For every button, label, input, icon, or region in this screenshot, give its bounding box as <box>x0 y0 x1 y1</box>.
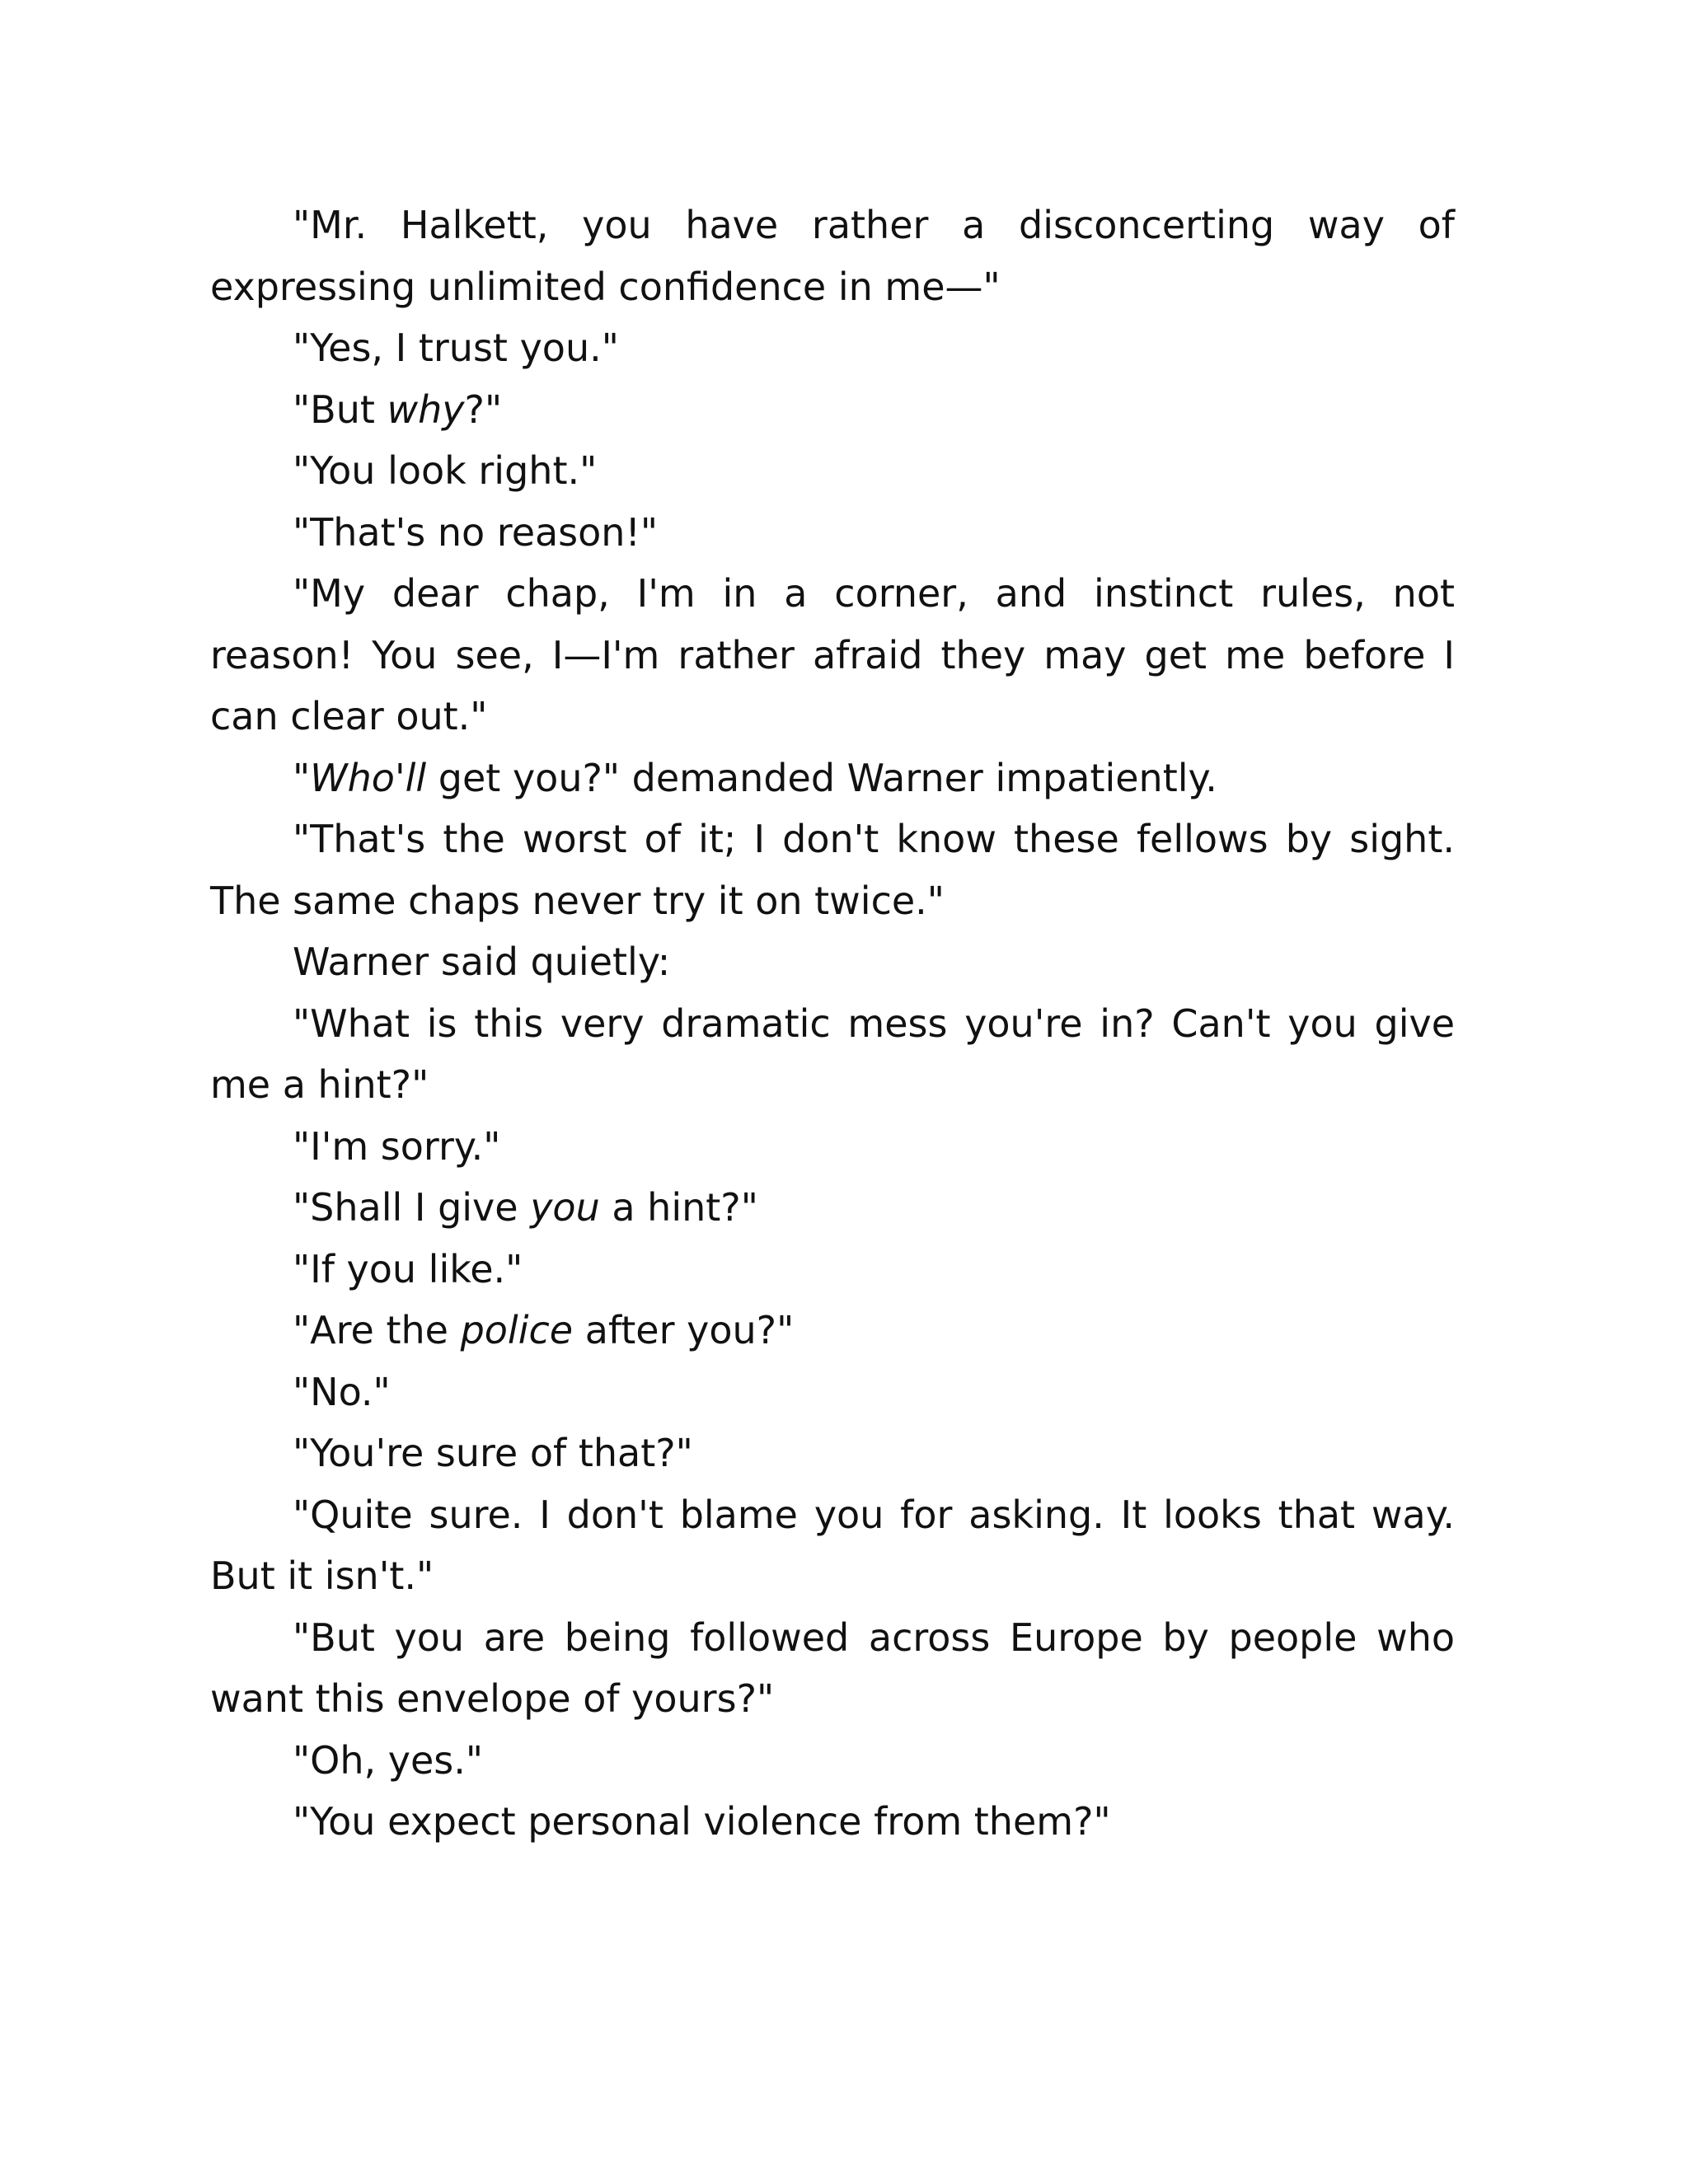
text-segment: "You look right." <box>293 448 598 493</box>
text-segment: "If you like." <box>293 1246 523 1291</box>
text-segment: "You're sure of that?" <box>293 1431 693 1475</box>
italic-text: you <box>530 1185 600 1230</box>
paragraph <box>210 379 1455 441</box>
italic-text: Who'll <box>310 755 427 800</box>
text-segment: Warner said quietly: <box>293 940 671 984</box>
text-segment: " <box>293 755 311 800</box>
text-segment: "Shall I give <box>293 1185 531 1230</box>
paragraph <box>210 931 1455 993</box>
paragraph <box>210 748 1455 809</box>
paragraph <box>210 1177 1455 1239</box>
italic-text: why <box>387 387 465 432</box>
paragraph <box>210 502 1455 564</box>
text-segment: "I'm sorry." <box>293 1123 501 1169</box>
paragraph <box>210 1484 1455 1607</box>
text-segment: "That's no reason!" <box>293 509 659 555</box>
text-segment: "But you are being followed across Europe by people who want this envelope of yours?" <box>210 1615 1455 1721</box>
text-segment: "That's the worst of it; I don't know these fellows by sight. The same chaps never try it on twice." <box>210 817 1455 923</box>
paragraph <box>210 1300 1455 1361</box>
paragraph <box>210 1730 1455 1792</box>
paragraph <box>210 1239 1455 1301</box>
text-segment: "Are the <box>293 1308 461 1352</box>
text-segment: "But <box>293 387 387 432</box>
text-segment: get you?" demanded Warner impatiently. <box>426 755 1217 800</box>
paragraph <box>210 1422 1455 1484</box>
text-segment: after you?" <box>573 1308 795 1352</box>
paragraph <box>210 440 1455 502</box>
text-segment: ?" <box>464 387 503 432</box>
text-segment: "Mr. Halkett, you have rather a disconcerting way of expressing unlimited confidence in me—" <box>210 203 1455 309</box>
text-segment: "You expect personal violence from them?" <box>293 1799 1111 1844</box>
text-segment: "My dear chap, I'm in a corner, and instinct rules, not reason! You see, I—I'm rather afraid they may get me before I can clear out." <box>210 571 1455 738</box>
paragraph <box>210 317 1455 379</box>
italic-text: police <box>460 1308 574 1352</box>
paragraph <box>210 808 1455 931</box>
text-segment: "Oh, yes." <box>293 1737 484 1783</box>
body-text <box>210 194 1455 1853</box>
paragraph <box>210 993 1455 1116</box>
text-segment: "Quite sure. I don't blame you for asking. It looks that way. But it isn't." <box>210 1492 1455 1598</box>
text-segment: "Yes, I trust you." <box>293 326 619 370</box>
text-segment: "No." <box>293 1369 391 1414</box>
paragraph <box>210 1607 1455 1730</box>
text-segment: a hint?" <box>599 1185 758 1230</box>
paragraph <box>210 563 1455 748</box>
paragraph <box>210 1791 1455 1853</box>
paragraph <box>210 1361 1455 1423</box>
text-segment: "What is this very dramatic mess you're in? Can't you give me a hint?" <box>210 1001 1455 1107</box>
paragraph <box>210 194 1455 317</box>
paragraph <box>210 1116 1455 1178</box>
